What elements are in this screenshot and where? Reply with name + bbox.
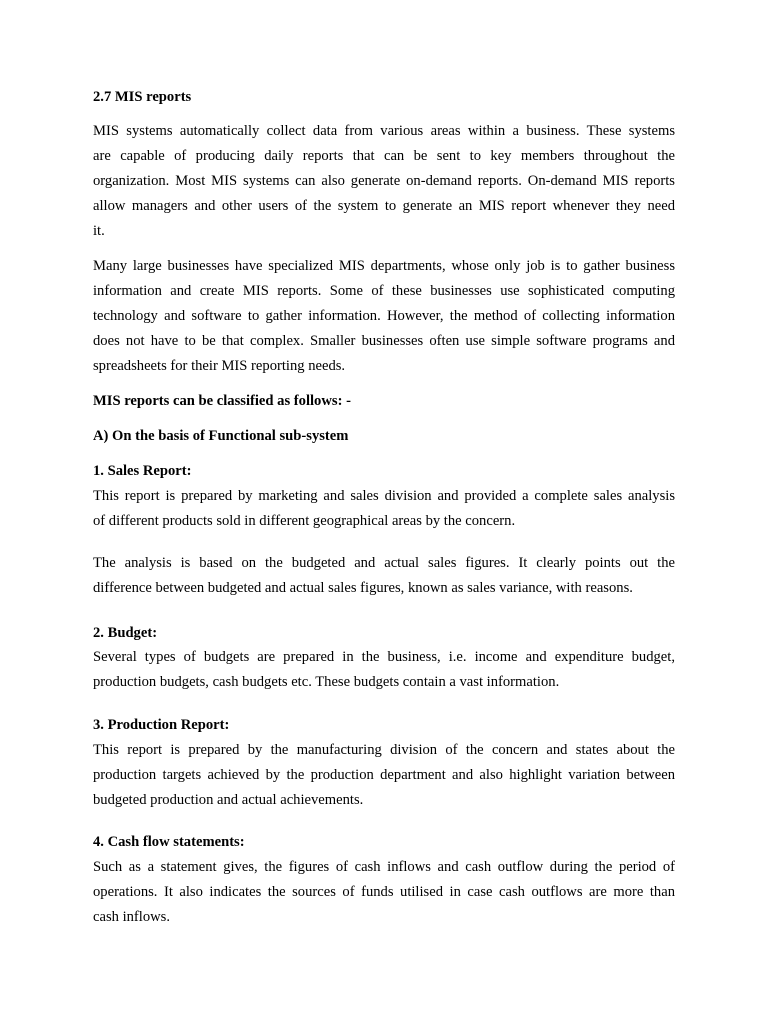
cash-flow-heading: 4. Cash flow statements: (93, 834, 245, 850)
paragraph-line: Several types of budgets are prepared in the business, i.e. income and expenditure budget, (93, 649, 675, 665)
paragraph-line: it. (93, 223, 105, 239)
paragraph-line: cash inflows. (93, 909, 171, 925)
paragraph-line: MIS systems automatically collect data from various areas within a business. These systems (93, 123, 675, 139)
paragraph-line: spreadsheets for their MIS reporting needs. (93, 358, 346, 374)
paragraph-line: of different products sold in different geographical areas by the concern. (93, 513, 516, 529)
subsection-heading: A) On the basis of Functional sub-system (93, 428, 349, 444)
paragraph-line: operations. It also indicates the sources of funds utilised in case cash outflows are more than (93, 884, 675, 900)
paragraph-line: Many large businesses have specialized MIS departments, whose only job is to gather business (93, 258, 675, 274)
paragraph-line: The analysis is based on the budgeted and actual sales figures. It clearly points out the (93, 555, 675, 571)
section-title: 2.7 MIS reports (93, 89, 192, 105)
sales-report-heading: 1. Sales Report: (93, 463, 192, 479)
paragraph-line: production budgets, cash budgets etc. These budgets contain a vast information. (93, 674, 560, 690)
paragraph-line: does not have to be that complex. Smaller businesses often use simple software programs and (93, 333, 675, 349)
paragraph-line: difference between budgeted and actual sales figures, known as sales variance, with reasons. (93, 580, 633, 596)
paragraph-line: technology and software to gather information. However, the method of collecting information (93, 308, 675, 324)
paragraph-line: production targets achieved by the production department and also highlight variation between (93, 767, 675, 783)
production-report-heading: 3. Production Report: (93, 717, 230, 733)
paragraph-line: This report is prepared by the manufacturing division of the concern and states about the (93, 742, 675, 758)
paragraph-line: budgeted production and actual achievements. (93, 792, 364, 808)
paragraph-line: information and create MIS reports. Some of these businesses use sophisticated computing (93, 283, 675, 299)
paragraph-line: This report is prepared by marketing and sales division and provided a complete sales analysis (93, 488, 675, 504)
paragraph-line: organization. Most MIS systems can also generate on-demand reports. On-demand MIS reports (93, 173, 675, 189)
paragraph-line: allow managers and other users of the system to generate an MIS report whenever they need (93, 198, 675, 214)
budget-heading: 2. Budget: (93, 625, 158, 641)
classification-heading: MIS reports can be classified as follows: - (93, 393, 351, 409)
paragraph-line: Such as a statement gives, the figures of cash inflows and cash outflow during the period of (93, 859, 675, 875)
paragraph-line: are capable of producing daily reports that can be sent to key members throughout the (93, 148, 675, 164)
